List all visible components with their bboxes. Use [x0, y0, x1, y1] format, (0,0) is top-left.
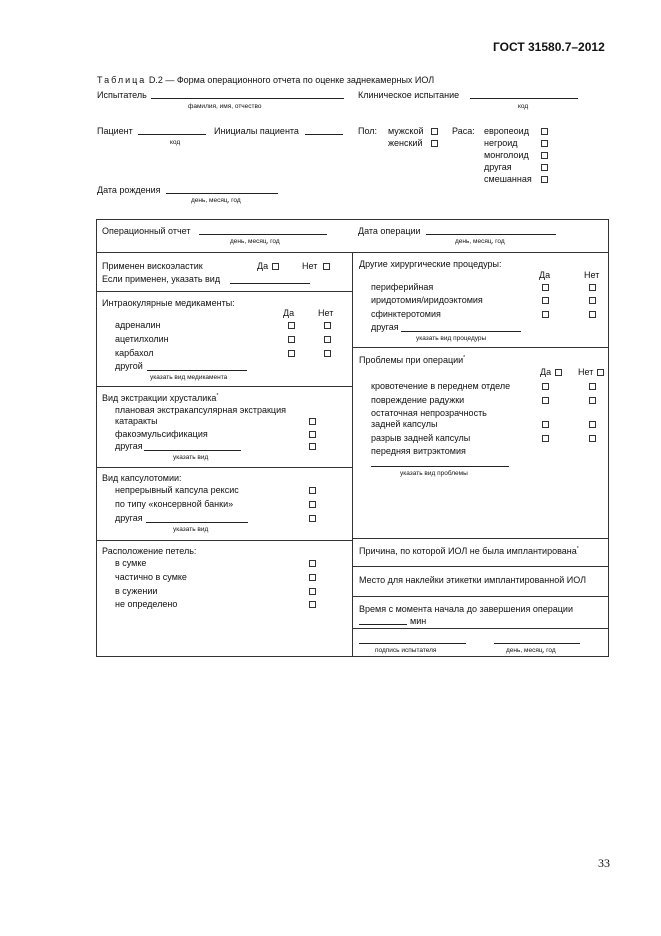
race-option: другая	[484, 162, 512, 172]
female-label: женский	[388, 138, 423, 148]
initials-label: Инициалы пациента	[214, 126, 299, 136]
prob-item: задней капсулы	[371, 419, 438, 429]
surg-other-label: другая	[371, 322, 399, 332]
yes-label: Да	[539, 270, 551, 280]
prob-item: остаточная непрозрачность	[371, 408, 487, 418]
med-no-checkbox[interactable]	[324, 322, 331, 329]
caps-other-field[interactable]	[146, 522, 248, 523]
lens-item: плановая экстракапсулярная экстракция	[115, 405, 286, 415]
min-label: мин	[410, 616, 427, 626]
time-field[interactable]	[359, 624, 407, 625]
race-checkbox[interactable]	[541, 164, 548, 171]
prob-item: повреждение радужки	[371, 395, 465, 405]
yes-label: Да	[257, 261, 269, 271]
lens-other-label: другая	[115, 441, 143, 451]
divider	[352, 538, 609, 539]
sign-date-hint: день, месяц, год	[506, 647, 556, 654]
lens-checkbox[interactable]	[309, 443, 316, 450]
prob-other-field[interactable]	[371, 466, 509, 467]
signature-field[interactable]	[359, 643, 466, 644]
lens-item: катаракты	[115, 416, 158, 426]
race-checkbox[interactable]	[541, 128, 548, 135]
race-checkbox[interactable]	[541, 152, 548, 159]
sex-label: Пол:	[358, 126, 378, 136]
lens-checkbox[interactable]	[309, 431, 316, 438]
prob-no-header-checkbox[interactable]	[597, 369, 604, 376]
med-yes-checkbox[interactable]	[288, 322, 295, 329]
caps-checkbox[interactable]	[309, 501, 316, 508]
yes-label: Да	[540, 367, 552, 377]
tester-label: Испытатель	[97, 90, 147, 100]
race-option: европеоид	[484, 126, 529, 136]
divider	[352, 596, 609, 597]
no-label: Нет	[318, 308, 334, 318]
male-checkbox[interactable]	[431, 128, 438, 135]
prob-no-checkbox[interactable]	[589, 383, 596, 390]
tester-field[interactable]	[151, 98, 344, 99]
divider	[96, 386, 352, 387]
surg-no-checkbox[interactable]	[589, 284, 596, 291]
surg-yes-checkbox[interactable]	[542, 311, 549, 318]
visco-specify-label: Если применен, указать вид	[102, 274, 221, 284]
caps-item: по типу «консервной банки»	[115, 499, 234, 509]
table-title-text: D.2 — Форма операционного отчета по оценке заднекамерных ИОЛ	[148, 75, 435, 85]
caps-hint: указать вид	[173, 526, 209, 533]
race-option: монголоид	[484, 150, 529, 160]
lens-hint: указать вид	[173, 454, 209, 461]
label-place: Место для наклейки этикетки имплантированной ИОЛ	[359, 575, 587, 585]
tester-hint: фамилия, имя, отчество	[188, 103, 262, 110]
surg-yes-checkbox[interactable]	[542, 297, 549, 304]
caps-title: Вид капсулотомии:	[102, 473, 182, 483]
trial-field[interactable]	[470, 98, 578, 99]
prob-hint: указать вид проблемы	[400, 470, 468, 477]
divider	[96, 467, 352, 468]
caps-checkbox[interactable]	[309, 515, 316, 522]
lens-item: факоэмульсификация	[115, 429, 208, 439]
prob-item: передняя витрэктомия	[371, 446, 466, 456]
med-no-checkbox[interactable]	[324, 336, 331, 343]
op-report-field[interactable]	[199, 234, 327, 235]
prob-no-checkbox[interactable]	[589, 421, 596, 428]
loop-item: в сумке	[115, 558, 147, 568]
surg-hint: указать вид процедуры	[416, 335, 487, 342]
visco-label: Применен вискоэластик	[102, 261, 203, 271]
visco-no-checkbox[interactable]	[323, 263, 330, 270]
trial-label: Клиническое испытание	[358, 90, 460, 100]
loop-checkbox[interactable]	[309, 601, 316, 608]
patient-field[interactable]	[138, 134, 206, 135]
prob-no-checkbox[interactable]	[589, 435, 596, 442]
patient-label: Пациент	[97, 126, 133, 136]
caps-item: непрерывный капсула рексис	[115, 485, 239, 495]
prob-yes-checkbox[interactable]	[542, 421, 549, 428]
no-label: Нет	[302, 261, 318, 271]
prob-yes-checkbox[interactable]	[542, 435, 549, 442]
med-other-field[interactable]	[147, 370, 247, 371]
med-item: ацетилхолин	[115, 334, 169, 344]
lens-other-field[interactable]	[144, 450, 241, 451]
divider	[96, 291, 352, 292]
surg-no-checkbox[interactable]	[589, 311, 596, 318]
surg-other-field[interactable]	[401, 331, 521, 332]
race-option: смешанная	[484, 174, 532, 184]
initials-field[interactable]	[305, 134, 343, 135]
surg-no-checkbox[interactable]	[589, 297, 596, 304]
op-report-hint: день, месяц, год	[230, 238, 280, 245]
dob-label: Дата рождения	[97, 185, 161, 195]
loop-checkbox[interactable]	[309, 574, 316, 581]
op-date-hint: день, месяц, год	[455, 238, 505, 245]
med-other-label: другой	[115, 361, 143, 371]
divider	[96, 540, 352, 541]
sign-date-field[interactable]	[494, 643, 580, 644]
meds-title: Интраокулярные медикаменты:	[102, 298, 235, 308]
med-item: адреналин	[115, 320, 161, 330]
signature-hint: подпись испытателя	[375, 647, 437, 654]
surg-item: иридотомия/иридоэктомия	[371, 295, 483, 305]
dob-hint: день, месяц, год	[191, 197, 241, 204]
loop-item: не определено	[115, 599, 178, 609]
dob-field[interactable]	[166, 193, 278, 194]
no-label: Нет	[578, 367, 594, 377]
time-label: Время с момента начала до завершения операции	[359, 604, 573, 614]
surg-item: сфинктеротомия	[371, 309, 441, 319]
no-label: Нет	[584, 270, 600, 280]
prob-no-checkbox[interactable]	[589, 397, 596, 404]
reason-label: Причина, по которой ИОЛ не была имплантирована*	[359, 546, 579, 556]
prob-item: кровотечение в переднем отделе	[371, 381, 511, 391]
yes-label: Да	[283, 308, 295, 318]
med-other-hint: указать вид медикамента	[150, 374, 228, 381]
standard-number: ГОСТ 31580.7–2012	[493, 40, 605, 54]
lens-checkbox[interactable]	[309, 418, 316, 425]
op-date-field[interactable]	[426, 234, 556, 235]
loop-checkbox[interactable]	[309, 588, 316, 595]
loop-checkbox[interactable]	[309, 560, 316, 567]
table-prefix: Таблица	[97, 75, 147, 85]
caps-other-label: другая	[115, 513, 143, 523]
table-title	[97, 75, 434, 85]
prob-item: разрыв задней капсулы	[371, 433, 471, 443]
prob-title: Проблемы при операции*	[359, 355, 466, 365]
page-number: 33	[598, 856, 610, 870]
surg-item: периферийная	[371, 282, 434, 292]
race-checkbox[interactable]	[541, 176, 548, 183]
med-yes-checkbox[interactable]	[288, 336, 295, 343]
med-item: карбахол	[115, 348, 154, 358]
male-label: мужской	[388, 126, 424, 136]
loop-item: частично в сумке	[115, 572, 187, 582]
prob-yes-header-checkbox[interactable]	[555, 369, 562, 376]
prob-yes-checkbox[interactable]	[542, 397, 549, 404]
surg-title: Другие хирургические процедуры:	[359, 259, 502, 269]
lens-title: Вид экстракции хрусталика*	[102, 393, 219, 403]
caps-checkbox[interactable]	[309, 487, 316, 494]
loops-title: Расположение петель:	[102, 546, 197, 556]
loop-item: в сужении	[115, 586, 158, 596]
divider	[352, 347, 609, 348]
med-yes-checkbox[interactable]	[288, 350, 295, 357]
divider	[352, 628, 609, 629]
op-report-label: Операционный отчет	[102, 226, 191, 236]
race-label: Раса:	[452, 126, 475, 136]
race-option: негроид	[484, 138, 518, 148]
visco-yes-checkbox[interactable]	[272, 263, 279, 270]
op-date-label: Дата операции	[358, 226, 421, 236]
patient-hint: код	[170, 139, 181, 146]
race-checkbox[interactable]	[541, 140, 548, 147]
trial-hint: код	[518, 103, 529, 110]
med-no-checkbox[interactable]	[324, 350, 331, 357]
female-checkbox[interactable]	[431, 140, 438, 147]
surg-yes-checkbox[interactable]	[542, 284, 549, 291]
prob-yes-checkbox[interactable]	[542, 383, 549, 390]
divider	[352, 566, 609, 567]
visco-specify-field[interactable]	[230, 283, 310, 284]
